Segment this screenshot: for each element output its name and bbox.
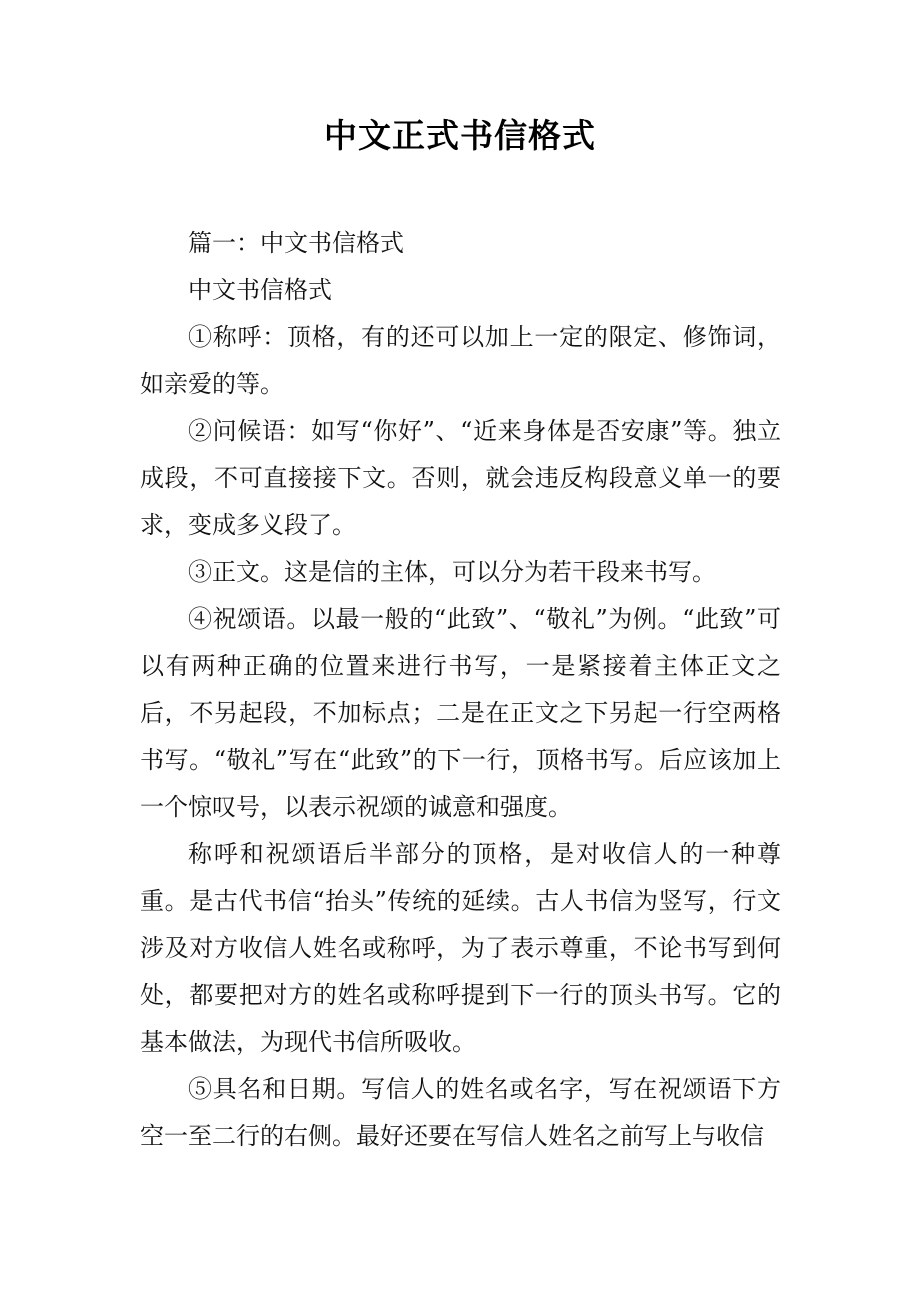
paragraph-explanation: 称呼和祝颂语后半部分的顶格，是对收信人的一种尊重。是古代书信“抬头”传统的延续。古人书信为竖写，行文涉及对方收信人姓名或称呼，为了表示尊重，不论书写到何处，都要把对方的姓名或称呼提到下一行的顶头书写。它的基本做法，为现代书信所吸收。 bbox=[140, 840, 781, 1056]
paragraph-signature: ⑤具名和日期。写信人的姓名或名字，写在祝颂语下方空一至二行的右侧。最好还要在写信人姓名之前写上与收信 bbox=[140, 1075, 781, 1150]
paragraph-salutation: ①称呼：顶格，有的还可以加上一定的限定、修饰词，如亲爱的等。 bbox=[140, 323, 781, 398]
page-title: 中文正式书信格式 bbox=[324, 116, 596, 155]
document-body bbox=[140, 220, 781, 1160]
paragraph-greeting: ②问候语：如写“你好”、“近来身体是否安康”等。独立成段，不可直接接下文。否则，就会违反构段意义单一的要求，变成多义段了。 bbox=[140, 417, 781, 539]
subsection-heading: 中文书信格式 bbox=[188, 276, 332, 304]
paragraph-closing: ④祝颂语。以最一般的“此致”、“敬礼”为例。“此致”可以有两种正确的位置来进行书写，一是紧接着主体正文之后，不另起段，不加标点；二是在正文之下另起一行空两格书写。“敬礼”写在“此致”的下一行，顶格书写。后应该加上一个惊叹号，以表示祝颂的诚意和强度。 bbox=[140, 605, 781, 821]
paragraph-body: ③正文。这是信的主体，可以分为若干段来书写。 bbox=[188, 558, 716, 586]
section-heading: 篇一：中文书信格式 bbox=[188, 229, 404, 257]
